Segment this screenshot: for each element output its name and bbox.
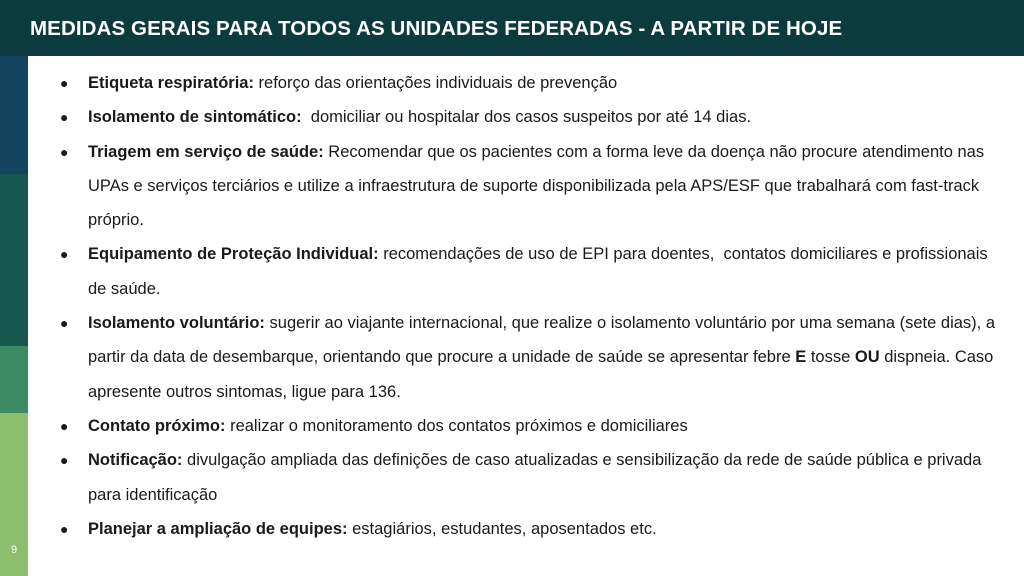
item-text: divulgação ampliada das definições de caso atualizadas e sensibilização da rede de saúde pública e privada para identificação	[88, 451, 986, 504]
side-strip-blue	[0, 56, 28, 174]
list-item-health-service-triage	[60, 135, 1010, 238]
side-strip-green	[0, 346, 28, 413]
item-lead: Isolamento voluntário:	[88, 314, 265, 333]
item-text: sugerir ao viajante internacional, que realize o isolamento voluntário por uma semana (sete dias), a partir da data de desembarque, orientando que procure a unidade de saúde se apresentar febre	[88, 314, 1000, 367]
item-lead: Isolamento de sintomático:	[88, 108, 302, 127]
item-text: realizar o monitoramento dos contatos próximos e domiciliares	[225, 416, 688, 435]
item-text: reforço das orientações individuais de prevenção	[253, 74, 618, 92]
bullet-icon: ●	[60, 417, 69, 434]
item-lead: Equipamento de Proteção Individual:	[88, 245, 379, 264]
bullet-icon: ●	[60, 315, 69, 332]
bullet-icon: ●	[60, 143, 69, 160]
item-lead: Etiqueta respiratória:	[88, 74, 254, 92]
list-item-respiratory-etiquette	[60, 66, 1010, 100]
item-lead: Triagem em serviço de saúde:	[88, 142, 324, 161]
item-text: Recomendar que os pacientes com a forma leve da doença não procure atendimento nas UPAs e serviços terciários e utilize a infraestrutura de suporte disponibilizada pela APS/ESF que trabalhará com fast-track próprio.	[88, 142, 989, 230]
side-strip-dark-green	[0, 174, 28, 346]
list-item-notification	[60, 443, 1010, 512]
bullet-icon: ●	[60, 520, 69, 537]
item-text: recomendações de uso de EPI para doentes, contatos domiciliares e profissionais de saúde.	[88, 245, 993, 298]
bullet-icon: ●	[60, 246, 69, 263]
list-item-voluntary-isolation	[60, 306, 1010, 409]
item-text: domiciliar ou hospitalar dos casos suspeitos por até 14 dias.	[301, 108, 752, 127]
item-emphasis: OU	[854, 348, 880, 367]
item-lead: Contato próximo:	[88, 416, 226, 435]
page-number: 9	[10, 544, 18, 556]
title-bar	[0, 0, 1024, 56]
item-text: estagiários, estudantes, aposentados etc.	[347, 519, 657, 538]
item-text: dispneia. Caso apresente outros sintomas, ligue para 136.	[88, 348, 998, 401]
bullet-icon: ●	[60, 75, 69, 91]
list-item-protective-equipment	[60, 237, 1010, 306]
measures-list	[60, 66, 1010, 546]
list-item-team-expansion	[60, 512, 1010, 546]
slide-title: MEDIDAS GERAIS PARA TODOS AS UNIDADES FEDERADAS - A PARTIR DE HOJE	[30, 17, 843, 40]
item-text: tosse	[806, 348, 855, 367]
list-item-symptomatic-isolation	[60, 100, 1010, 134]
bullet-icon: ●	[60, 109, 69, 126]
list-item-close-contact	[60, 409, 1010, 443]
bullet-icon: ●	[60, 452, 69, 469]
item-emphasis: E	[795, 348, 807, 367]
item-lead: Planejar a ampliação de equipes:	[88, 519, 348, 538]
item-lead: Notificação:	[88, 451, 183, 470]
